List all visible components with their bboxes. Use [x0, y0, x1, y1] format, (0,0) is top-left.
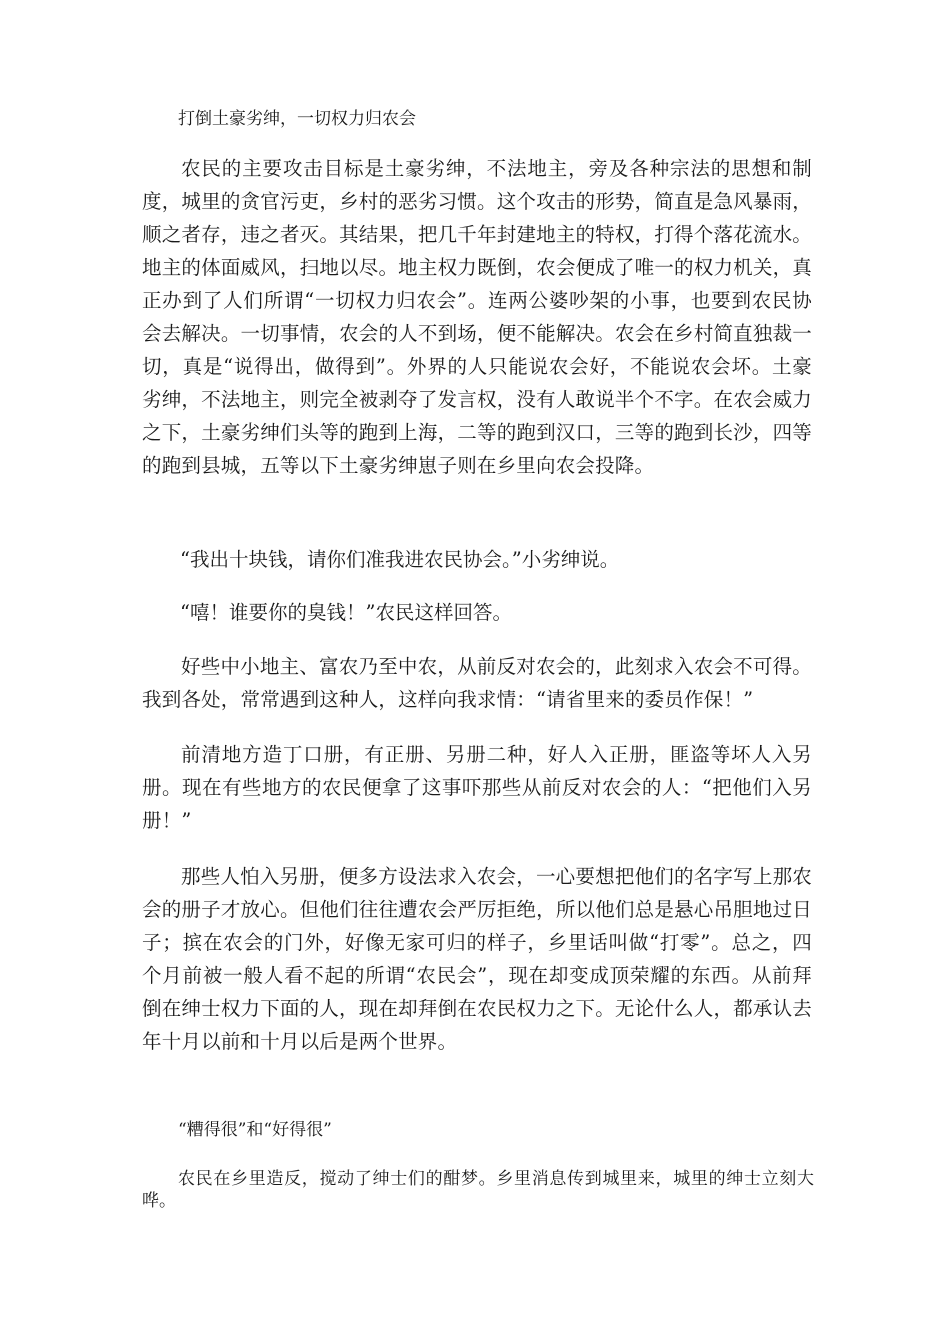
section-heading-2: “糟得很”和“好得很”: [178, 1120, 332, 1140]
paragraph-1: 农民的主要攻击目标是土豪劣绅，不法地主，旁及各种宗法的思想和制度，城里的贪官污吏，乡村的恶劣习惯。这个攻击的形势，简直是急风暴雨，顺之者存，违之者灭。其结果，把几千年封建地主的特权，打得个落花流水。地主的体面威风，扫地以尽。地主权力既倒，农会便成了唯一的权力机关，真正办到了人们所谓“一切权力归农会”。连两公婆吵架的小事，也要到农民协会去解决。一切事情，农会的人不到场，便不能解决。农会在乡村简直独裁一切，真是“说得出，做得到”。外界的人只能说农会好，不能说农会坏。土豪劣绅，不法地主，则完全被剥夺了发言权，没有人敢说半个不字。在农会威力之下，土豪劣绅们头等的跑到上海，二等的跑到汉口，三等的跑到长沙，四等的跑到县城，五等以下土豪劣绅崽子则在乡里向农会投降。: [142, 157, 812, 477]
paragraph-3: 前清地方造丁口册，有正册、另册二种，好人入正册，匪盗等坏人入另册。现在有些地方的农民便拿了这事吓那些从前反对农会的人：“把他们入另册！”: [142, 743, 812, 832]
section-heading-1: 打倒土豪劣绅，一切权力归农会: [178, 109, 416, 129]
dialog-line-1: “我出十块钱，请你们准我进农民协会。”小劣绅说。: [180, 548, 620, 571]
paragraph-5: 农民在乡里造反，搅动了绅士们的酣梦。乡里消息传到城里来，城里的绅士立刻大哗。: [142, 1169, 814, 1211]
paragraph-2: 好些中小地主、富农乃至中农，从前反对农会的，此刻求入农会不可得。我到各处，常常遇到这种人，这样向我求情：“请省里来的委员作保！”: [142, 655, 812, 711]
dialog-line-2: “嘻！谁要你的臭钱！”农民这样回答。: [180, 601, 512, 624]
paragraph-4: 那些人怕入另册，便多方设法求入农会，一心要想把他们的名字写上那农会的册子才放心。但他们往往遭农会严厉拒绝，所以他们总是悬心吊胆地过日子；摈在农会的门外，好像无家可归的样子，乡里话叫做“打零”。总之，四个月前被一般人看不起的所谓“农民会”，现在却变成顶荣耀的东西。从前拜倒在绅士权力下面的人，现在却拜倒在农民权力之下。无论什么人，都承认去年十月以前和十月以后是两个世界。: [142, 865, 812, 1053]
